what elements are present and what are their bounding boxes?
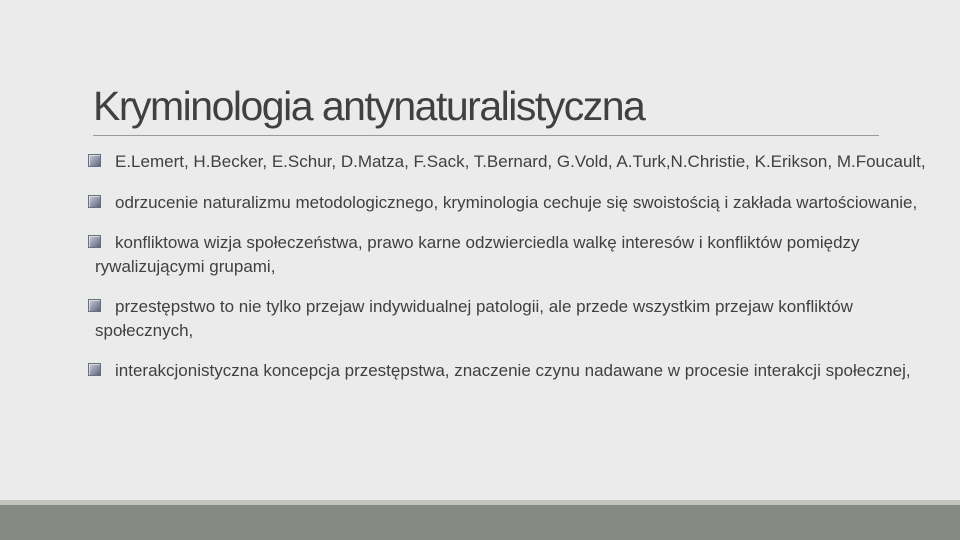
bullet-text: interakcjonistyczna koncepcja przestępstwa, znaczenie czynu nadawane w procesie interakcji społecznej, — [115, 361, 911, 380]
footer-highlight-strip — [0, 500, 960, 505]
checkbox-square-icon — [88, 363, 101, 376]
bullet-item — [95, 150, 935, 174]
bullet-text: odrzucenie naturalizmu metodologicznego, kryminologia cechuje się swoistością i zakłada wartościowanie, — [115, 193, 918, 212]
checkbox-square-icon — [88, 235, 101, 248]
checkbox-square-icon — [88, 154, 101, 167]
bullet-item — [95, 191, 935, 215]
bullet-text: przestępstwo to nie tylko przejaw indywidualnej patologii, ale przede wszystkim przejaw konfliktów społecznych, — [95, 297, 853, 340]
bullet-text: konfliktowa wizja społeczeństwa, prawo karne odzwierciedla walkę interesów i konfliktów pomiędzy rywalizującymi grupami, — [95, 233, 860, 276]
slide-title: Kryminologia antynaturalistyczna — [93, 83, 645, 129]
bullet-text: E.Lemert, H.Becker, E.Schur, D.Matza, F.Sack, T.Bernard, G.Vold, A.Turk,N.Christie, K.Erikson, M.Foucault, — [115, 152, 926, 171]
checkbox-square-icon — [88, 195, 101, 208]
bullet-item — [95, 295, 935, 343]
checkbox-square-icon — [88, 299, 101, 312]
bullet-item — [95, 231, 935, 279]
footer-bar — [0, 500, 960, 540]
bullet-item — [95, 359, 935, 383]
title-divider — [93, 135, 879, 136]
bullet-list — [95, 150, 935, 399]
